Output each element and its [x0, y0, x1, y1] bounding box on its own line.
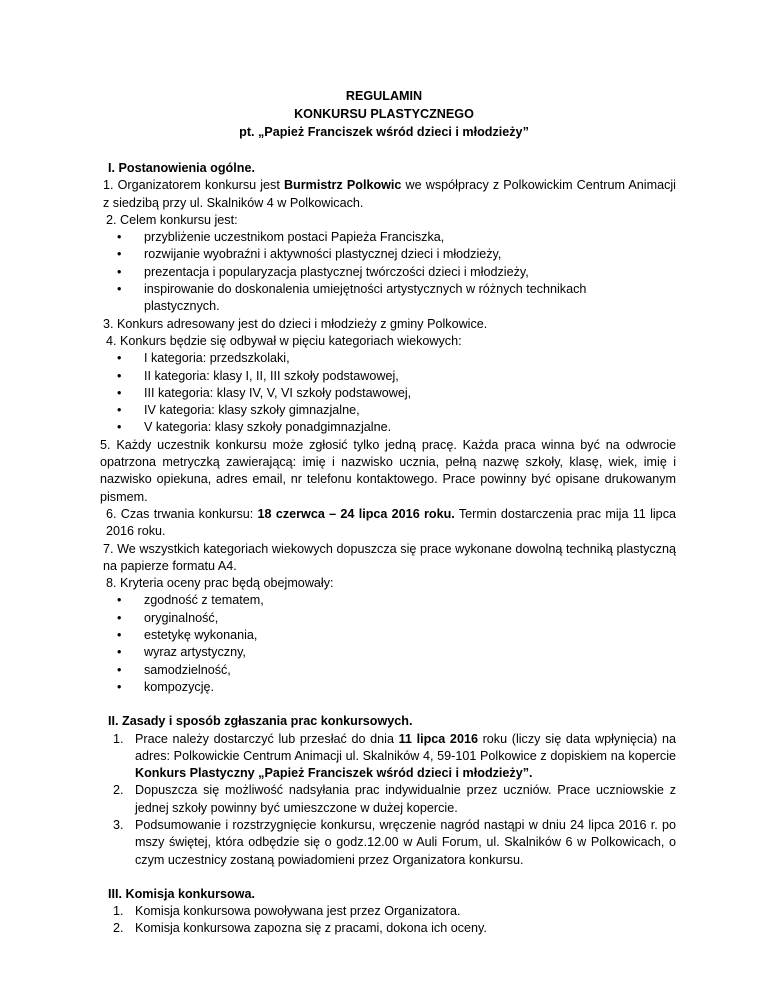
spacer: [103, 869, 676, 886]
criterion-item: • estetykę wykonania,: [117, 627, 676, 644]
deadline-date: 11 lipca 2016: [398, 731, 478, 746]
s1-paragraph-5: 5. Każdy uczestnik konkursu może zgłosić tylko jedną pracę. Każda praca winna być na odwrocie opatrzona metryczką zawierającą: imię i nazwisko ucznia, pełną nazwę szkoły, klasę, wiek, imię i nazwisko opiekuna, adres email, nr telefonu kontaktowego. Prace powinny być opisane drukowanym pismem.: [100, 437, 676, 504]
s2-item-1: [113, 731, 676, 783]
s1-p6-rest: Termin dostarczenia prac mija 11 lipca 2016 roku.: [106, 506, 676, 539]
category-item: • V kategoria: klasy szkoły ponadgimnazjalne.: [117, 419, 676, 436]
item-number: 1.: [113, 731, 124, 746]
s3-item-2: [113, 920, 676, 937]
regulation-content: [100, 160, 676, 938]
item-number: 2.: [113, 921, 124, 936]
category-item: • IV kategoria: klasy szkoły gimnazjalne,: [117, 402, 676, 419]
section-2-heading: II. Zasady i sposób zgłaszania prac konkursowych.: [108, 714, 413, 729]
criterion-item: • zgodność z tematem,: [117, 592, 676, 609]
s1-paragraph-1: [103, 177, 676, 212]
category-item: • III kategoria: klasy IV, V, VI szkoły podstawowej,: [117, 385, 676, 402]
s1-p1-rest: we współpracy z Polkowickim Centrum Animacji z siedzibą przy ul. Skalników 4 w Polkowicach.: [103, 178, 676, 210]
goal-item: • inspirowanie do doskonalenia umiejętności artystycznych w różnych technikach plastycznych.: [117, 281, 676, 316]
section-1-heading: I. Postanowienia ogólne.: [108, 161, 255, 175]
organizer-name: Burmistrz Polkowic: [283, 178, 402, 193]
s1-paragraph-4: 4. Konkurs będzie się odbywał w pięciu kategoriach wiekowych:: [106, 333, 462, 348]
criterion-item: • kompozycję.: [117, 679, 676, 696]
criterion-item: • samodzielność,: [117, 662, 676, 679]
criterion-item: • wyraz artystyczny,: [117, 644, 676, 661]
goal-item: • rozwijanie wyobraźni i aktywności plastycznej dzieci i młodzieży,: [117, 246, 676, 263]
category-item: • II kategoria: klasy I, II, III szkoły podstawowej,: [117, 368, 676, 385]
item-number: 2.: [113, 783, 124, 798]
s2-i1-text: Prace należy dostarczyć lub przesłać do dnia: [135, 731, 399, 746]
section-3-heading: III. Komisja konkursowa.: [108, 886, 255, 901]
s2-i1-address: roku (liczy się data wpłynięcia) na adres: Polkowickie Centrum Animacji ul. Skalników 4, 59-101 Polkowice z dopiskiem na kopercie: [135, 731, 676, 763]
title-line-2: KONKURSU PLASTYCZNEGO: [294, 107, 474, 121]
s1-paragraph-8: 8. Kryteria oceny prac będą obejmowały:: [106, 576, 334, 591]
category-item: • I kategoria: przedszkolaki,: [117, 350, 676, 367]
item-number: 3.: [113, 817, 124, 832]
envelope-note: Konkurs Plastyczny „Papież Franciszek wśród dzieci i młodzieży”.: [135, 766, 533, 781]
s2-i2-text: Dopuszcza się możliwość nadsyłania prac indywidualnie przez uczniów. Prace uczniowskie z jednej szkoły powinny być umieszczone w dużej kopercie.: [135, 783, 676, 815]
s3-item-1: [113, 903, 676, 920]
s1-p1-text: 1. Organizatorem konkursu jest: [103, 178, 284, 193]
s2-item-3: [113, 817, 676, 869]
s1-paragraph-6: [106, 506, 676, 541]
s1-paragraph-2: 2. Celem konkursu jest:: [106, 212, 238, 227]
goal-item: • przybliżenie uczestnikom postaci Papieża Franciszka,: [117, 229, 676, 246]
spacer: [103, 696, 676, 713]
s3-i2-text: Komisja konkursowa zapozna się z pracami, dokona ich oceny.: [135, 921, 487, 936]
criterion-item: • oryginalność,: [117, 610, 676, 627]
s1-p6-text: 6. Czas trwania konkursu:: [106, 506, 258, 521]
item-number: 1.: [113, 904, 124, 919]
s3-i1-text: Komisja konkursowa powoływana jest przez Organizatora.: [135, 904, 461, 919]
s1-paragraph-7: 7. We wszystkich kategoriach wiekowych dopuszcza się prace wykonane dowolną techniką plastyczną na papierze formatu A4.: [103, 541, 676, 573]
title-line-1: REGULAMIN: [345, 89, 423, 103]
goal-item: • prezentacja i popularyzacja plastycznej twórczości dzieci i młodzieży,: [117, 264, 676, 281]
s2-i3-text: Podsumowanie i rozstrzygnięcie konkursu, wręczenie nagród nastąpi w dniu 24 lipca 2016 r. po mszy świętej, która odbędzie się o godz.12.00 w Auli Forum, ul. Skalników 6 w Polkowicach, o czym uczestnicy zostaną powiadomieni przez Organizatora konkursu.: [135, 817, 676, 867]
s2-item-2: [113, 782, 676, 817]
s1-paragraph-3: 3. Konkurs adresowany jest do dzieci i młodzieży z gminy Polkowice.: [103, 316, 488, 331]
title-line-3: pt. „Papież Franciszek wśród dzieci i młodzieży”: [239, 125, 529, 139]
contest-dates: 18 czerwca – 24 lipca 2016 roku.: [257, 506, 455, 521]
